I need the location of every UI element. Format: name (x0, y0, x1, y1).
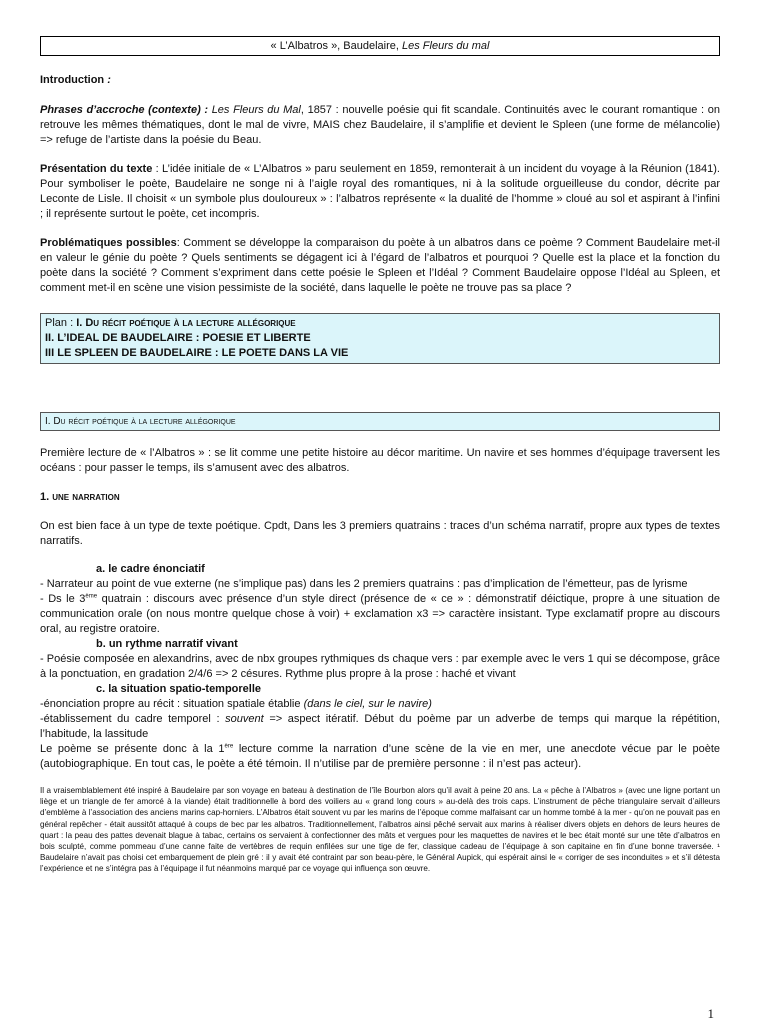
plan-line-1 (45, 316, 715, 331)
plan-box (40, 313, 720, 364)
narration-paragraph: On est bien face à un type de texte poétique. Cpdt, Dans les 3 premiers quatrains : traces d’un schéma narratif, propre aux types de textes narratifs. (40, 520, 720, 547)
plan-part-3: III LE SPLEEN DE BAUDELAIRE : LE POETE DANS LA VIE (45, 347, 349, 359)
point-c1-pre: -énonciation propre au récit : situation spatiale établie (40, 698, 304, 710)
section-1-heading: I. Du récit poétique à la lecture allégorique (40, 412, 720, 431)
point-a1: - Narrateur au point de vue externe (ne s’implique pas) dans les 2 premiers quatrains : pas d’implication de l’émetteur, pas de lyrisme (40, 578, 688, 590)
point-c3-pre: Le poème se présente donc à la 1 (40, 743, 225, 755)
heading-c: c. la situation spatio-temporelle (96, 683, 262, 695)
footnote-paragraph: Il a vraisemblablement été inspiré à Baudelaire par son voyage en bateau à destination de l’île Bourbon alors qu’il avait à peine 20 ans. La « pêche à l’Albatros » (avec une ligne portant un liège et un triangle de fer amorcé à la viande) était traditionnelle à bord des voiliers au « grand long cours » au-delà des trois caps. L’instrument de pêche triangulaire servait d’ailleurs d’emblème à l’association des anciens marins cap-horniers. L’Albatros était souvent vu par les marins de l’époque comme malfaisant car un homme tombé à la mer - qu’on ne pouvait pas en général repêcher - était aussitôt attaqué à coups de bec par les albatros. Traditionnellement, l’albatros ainsi pêché servait aux marins à réaliser divers objets en dehors de leurs heures de quart : la peau des pattes devenait blague à tabac, certains os servaient à confectionner des mâts et vergues pour les maquettes de navires et le bec était monté sur une tête d’albatros en bois sculpté, comme pommeau d’une canne faite de vertèbres de requin enfilées sur une tige de fer, classique cadeau de l’équipage à son capitaine en fin d’une bonne traversée. ¹ Baudelaire n’avait pas choisi cet embarquement de plein gré : il y avait été contraint par son beau-père, le Général Aupick, qui espérait ainsi le « corriger de ses inconduites » et s’il détesta l’expérience et ne s’intégra pas à l’équipage il fut néanmoins marqué par ce voyage qui influença son œuvre. (40, 786, 720, 874)
accroche-label: Phrases d’accroche (contexte) : (40, 104, 209, 116)
problematiques-paragraph (40, 236, 720, 296)
accroche-paragraph (40, 103, 720, 148)
intro-heading-colon: : (104, 74, 111, 86)
accroche-text: , 1857 : nouvelle poésie qui fit scandale. Continuités avec le courant romantique : on retrouve les mêmes thématiques, dont le mal de vivre, MAIS chez Baudelaire, il s’amplifie et devient le Spleen (une forme de mélancolie) => refuge de l’artiste dans la poésie du Beau. (40, 104, 720, 146)
intro-heading-text: Introduction (40, 74, 105, 86)
point-c2-post: aspect itératif. Début du poème par un adverbe de temps qui marque la répétition, l’habitude, la lassitude (40, 713, 721, 740)
point-c3-sup: ère (224, 743, 234, 750)
point-a2-sup: ème (85, 593, 98, 600)
accroche-work: Les Fleurs du Mal (208, 104, 301, 116)
section-1-intro: Première lecture de « l’Albatros » : se lit comme une petite histoire au décor maritime. Un navire et ses hommes d’équipage traversent les océans : pour passer le temps, ils s’amusent avec des albatros. (40, 447, 720, 474)
point-a2 (40, 592, 720, 637)
point-c1 (40, 697, 720, 712)
heading-a: a. le cadre énonciatif (96, 563, 205, 575)
subsection-1-heading (40, 490, 720, 505)
plan-part-2: II. L’IDEAL DE BAUDELAIRE : POESIE ET LIBERTE (45, 332, 311, 344)
point-c2-pre: -établissement du cadre temporel : (40, 713, 226, 725)
document-page (40, 36, 720, 875)
point-b1: - Poésie composée en alexandrins, avec de nbx groupes rythmiques ds chaque vers : par exemple avec le vers 1 qui se décompose, grâce à la ponctuation, en gradation 2/4/6 => 2 césures. Rythme plus propre à la prose : haché et vivant (40, 653, 720, 680)
subsection-1-number: 1. (40, 491, 50, 503)
subsection-1-label: une narration (49, 491, 120, 503)
page-number: 1 (707, 1006, 714, 1021)
point-c3 (40, 742, 720, 772)
point-c3-post: lecture comme la narration d’une scène de la vie en mer, une anecdote vécue par le poète (autobiographique. En tout cas, le poète a été témoin. Il n’utilise par de première personne : il n’est pas acteur). (40, 743, 720, 770)
problematiques-label: Problématiques possibles (40, 237, 177, 249)
intro-heading (40, 73, 720, 88)
point-c2 (40, 712, 720, 742)
presentation-text: : L’idée initiale de « L’Albatros » paru seulement en 1859, remonterait à un incident du voyage à la Réunion (1841). Pour symboliser le poète, Baudelaire ne songe ni à l’aigle royal des romantiques, ni à la solitude orgueilleuse du condor, décrite par Leconte de Lisle. Il choisit « un symbole plus douloureux » : l’albatros représente « la dualité de l’homme » cloué au sol et aspirant à l’infini ; il représente surtout le poète, cet incompris. (40, 163, 720, 220)
point-c1-italic: (dans le ciel, sur le navire) (303, 698, 432, 710)
plan-prefix: Plan : (45, 317, 77, 329)
document-title (40, 36, 720, 56)
presentation-label: Présentation du texte (40, 163, 153, 175)
presentation-paragraph (40, 162, 720, 222)
problematiques-text: : Comment se développe la comparaison du poète à un albatros dans ce poème ? Comment Baudelaire met-il en valeur le génie du poète ? Quels sentiments se dégagent ici à l’égard de l’albatros et pourquoi ? Quelle est la place et la fonction du poète dans la société ? Comment s’expriment dans cette poésie le Spleen et l’Idéal ? Comment Baudelaire oppose l’Idéal au Spleen, et comment met-il en scène une vision pessimiste de la société, dans laquelle le poète ne trouve pas sa place ? (40, 237, 720, 294)
heading-b: b. un rythme narratif vivant (96, 638, 238, 650)
title-work: Les Fleurs du mal (402, 40, 490, 52)
point-a2-pre: - Ds le 3 (40, 593, 86, 605)
point-c2-italic: souvent => (225, 713, 283, 725)
plan-part-1: I. Du récit poétique à la lecture allégorique (76, 317, 296, 329)
point-a2-post: quatrain : discours avec présence d’un style direct (présence de « ce » : démonstratif déictique, propre à une situation de communication orale (on nous montre quelque chose à voir) + exclamation x3 => caractère insistant. Type exclamatif propre au discours oral, au registre oratoire. (40, 593, 720, 635)
title-text: « L’Albatros », Baudelaire, (270, 40, 403, 52)
